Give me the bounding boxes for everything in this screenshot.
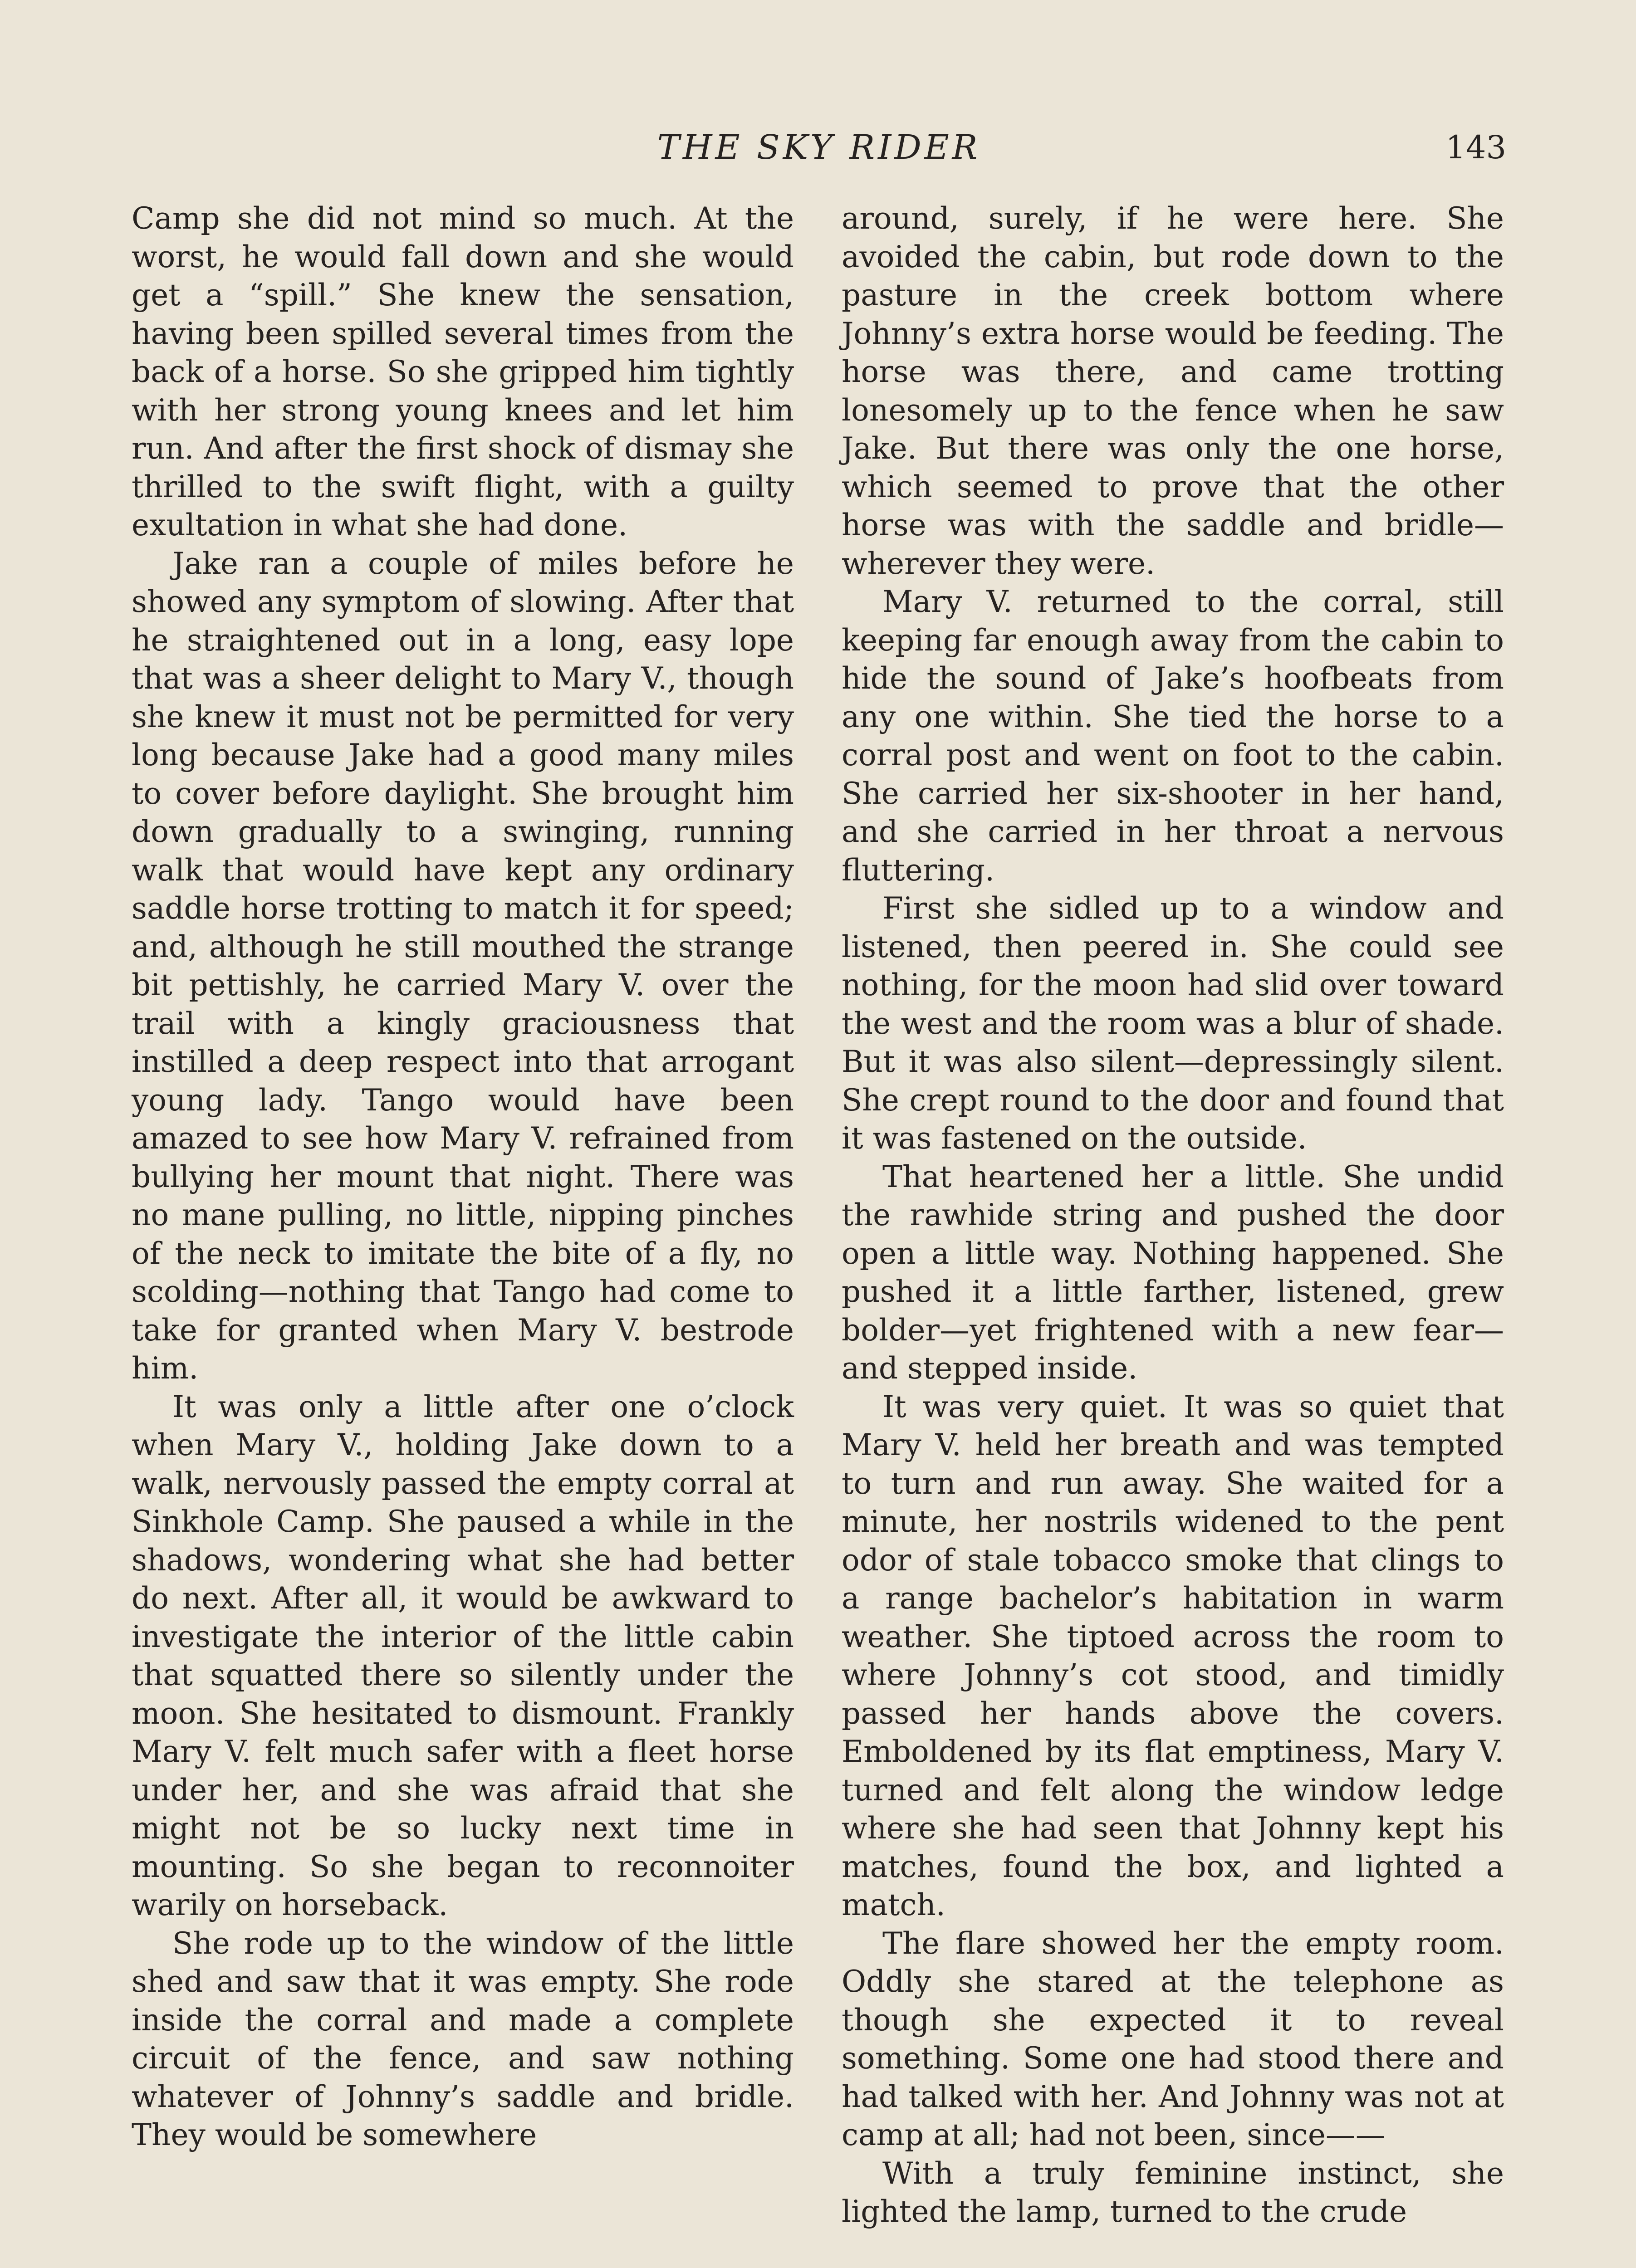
- paragraph: With a truly feminine instinct, she lighted the lamp, turned to the crude: [842, 2156, 1504, 2229]
- paragraph: Jake ran a couple of miles before he showed any symptom of slowing. After that he straightened out in a long, easy lope that was a sheer delight to Mary V., though she knew it must not be permitted for very long because Jake had a good many miles to cover before daylight. She brought him down gradually to a swinging, running walk that would have kept any ordinary saddle horse trotting to match it for speed; and, although he still mouthed the strange bit pettishly, he carried Mary V. over the trail with a kingly graciousness that instilled a deep respect into that arrogant young lady. Tango would have been amazed to see how Mary V. refrained from bullying her mount that night. There was no mane pulling, no little, nipping pinches of the neck to imitate the bite of a fly, no scolding—nothing that Tango had come to take for granted when Mary V. bestrode him.: [132, 546, 794, 1386]
- paragraph: The flare showed her the empty room. Oddly she stared at the telephone as though she expected it to reveal something. Some one had stood there and had talked with her. And Johnny was not at camp at all; had not been, since——: [842, 1926, 1504, 2152]
- page-header: [132, 113, 1506, 181]
- paragraph: First she sidled up to a window and listened, then peered in. She could see nothing, for the moon had slid over toward the west and the room was a blur of shade. But it was also silent—depressingly silent. She crept round to the door and found that it was fastened on the outside.: [842, 891, 1504, 1156]
- paragraph: It was very quiet. It was so quiet that Mary V. held her breath and was tempted to turn and run away. She waited for a minute, her nostrils widened to the pent odor of stale tobacco smoke that clings to a range bachelor’s habitation in warm weather. She tiptoed across the room to where Johnny’s cot stood, and timidly passed her hands above the covers. Emboldened by its flat emptiness, Mary V. turned and felt along the window ledge where she had seen that Johnny kept his matches, found the box, and lighted a match.: [842, 1389, 1504, 1922]
- paragraph: Camp she did not mind so much. At the worst, he would fall down and she would get a “spill.” She knew the sensation, having been spilled several times from the back of a horse. So she gripped him tightly with her strong young knees and let him run. And after the first shock of dismay she thrilled to the swift flight, with a guilty exultation in what she had done.: [132, 201, 794, 543]
- page-number: 143: [1445, 129, 1506, 166]
- running-title: THE SKY RIDER: [657, 128, 981, 167]
- paragraph: That heartened her a little. She undid the rawhide string and pushed the door open a little way. Nothing happened. She pushed it a little farther, listened, grew bolder—yet frightened with a new fear—and stepped inside.: [842, 1159, 1504, 1386]
- right-column: [842, 200, 1504, 2231]
- paragraph: around, surely, if he were here. She avoided the cabin, but rode down to the pasture in the creek bottom where Johnny’s extra horse would be feeding. The horse was there, and came trotting lonesomely up to the fence when he saw Jake. But there was only the one horse, which seemed to prove that the other horse was with the saddle and bridle—wherever they were.: [842, 201, 1504, 581]
- left-column: [132, 200, 794, 2155]
- paragraph: She rode up to the window of the little shed and saw that it was empty. She rode inside the corral and made a complete circuit of the fence, and saw nothing whatever of Johnny’s saddle and bridle. They would be somewhere: [132, 1926, 794, 2152]
- paragraph: Mary V. returned to the corral, still keeping far enough away from the cabin to hide the sound of Jake’s hoofbeats from any one within. She tied the horse to a corral post and went on foot to the cabin. She carried her six-shooter in her hand, and she carried in her throat a nervous fluttering.: [842, 584, 1504, 888]
- paragraph: It was only a little after one o’clock when Mary V., holding Jake down to a walk, nervously passed the empty corral at Sinkhole Camp. She paused a while in the shadows, wondering what she had better do next. After all, it would be awkward to investigate the interior of the little cabin that squatted there so silently under the moon. She hesitated to dismount. Frankly Mary V. felt much safer with a fleet horse under her, and she was afraid that she might not be so lucky next time in mounting. So she began to reconnoiter warily on horseback.: [132, 1389, 794, 1922]
